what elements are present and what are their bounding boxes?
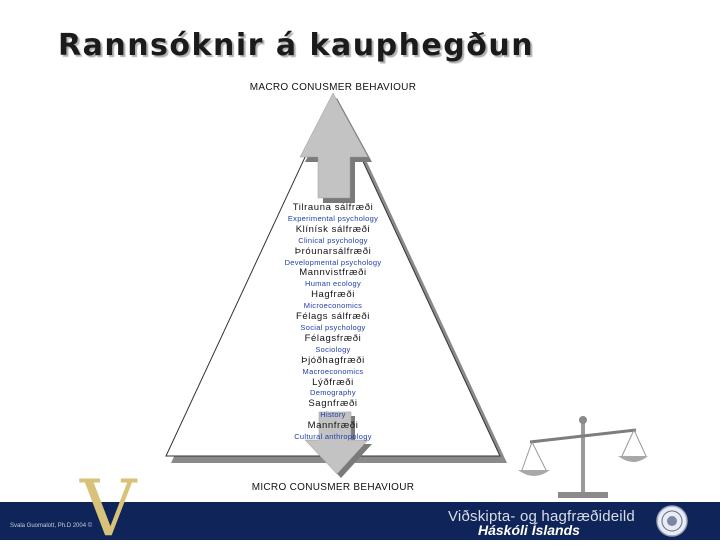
field-item <box>233 378 433 400</box>
field-name-icelandic: Mannvistfræði <box>299 267 367 279</box>
research-fields-list <box>233 203 433 443</box>
macro-behaviour-label: MACRO CONUSMER BEHAVIOUR <box>249 82 417 93</box>
field-item <box>233 225 433 247</box>
field-name-english: Social psychology <box>300 322 366 332</box>
field-item <box>233 399 433 421</box>
field-item <box>233 247 433 269</box>
footer-credit: Svala Guomalott, Ph.D 2004 © <box>10 523 93 529</box>
field-name-icelandic: Mannfræði <box>307 420 359 432</box>
scales-of-justice-image <box>518 412 648 500</box>
field-name-english: Sociology <box>315 344 351 354</box>
field-name-english: Clinical psychology <box>298 235 368 245</box>
micro-behaviour-label: MICRO CONUSMER BEHAVIOUR <box>251 482 415 493</box>
field-name-english: Microeconomics <box>303 301 363 311</box>
field-name-english: Demography <box>310 388 356 398</box>
field-name-icelandic: Tilrauna sálfræði <box>292 202 374 213</box>
field-item <box>233 356 433 378</box>
field-name-icelandic: Hagfræði <box>311 289 355 301</box>
field-name-icelandic: Þróunarsálfræði <box>294 245 372 257</box>
field-name-english: Cultural anthropology <box>294 432 372 442</box>
field-name-english: Macroeconomics <box>302 366 364 376</box>
slide-title: Rannsóknir á kauphegðun <box>58 28 535 63</box>
field-name-icelandic: Klínísk sálfræði <box>295 223 371 235</box>
field-item <box>233 268 433 290</box>
field-item <box>233 334 433 356</box>
university-seal-icon <box>655 504 689 538</box>
field-name-icelandic: Lýðfræði <box>312 376 354 388</box>
field-name-icelandic: Félags sálfræði <box>296 311 370 323</box>
field-name-icelandic: Þjóðhagfræði <box>301 354 365 366</box>
field-name-icelandic: Félagsfræði <box>304 332 362 344</box>
field-item <box>233 203 433 225</box>
university-name: Háskóli Íslands <box>478 522 580 538</box>
field-name-english: History <box>320 410 346 420</box>
v-logo: V <box>80 464 137 554</box>
field-name-icelandic: Sagnfræði <box>308 398 358 410</box>
department-name: Viðskipta- og hagfræðideild <box>448 508 635 525</box>
field-name-english: Human ecology <box>304 279 361 289</box>
field-item <box>233 290 433 312</box>
field-name-english: Developmental psychology <box>284 257 382 267</box>
field-name-english: Experimental psychology <box>287 213 379 223</box>
field-item <box>233 421 433 443</box>
field-item <box>233 312 433 334</box>
